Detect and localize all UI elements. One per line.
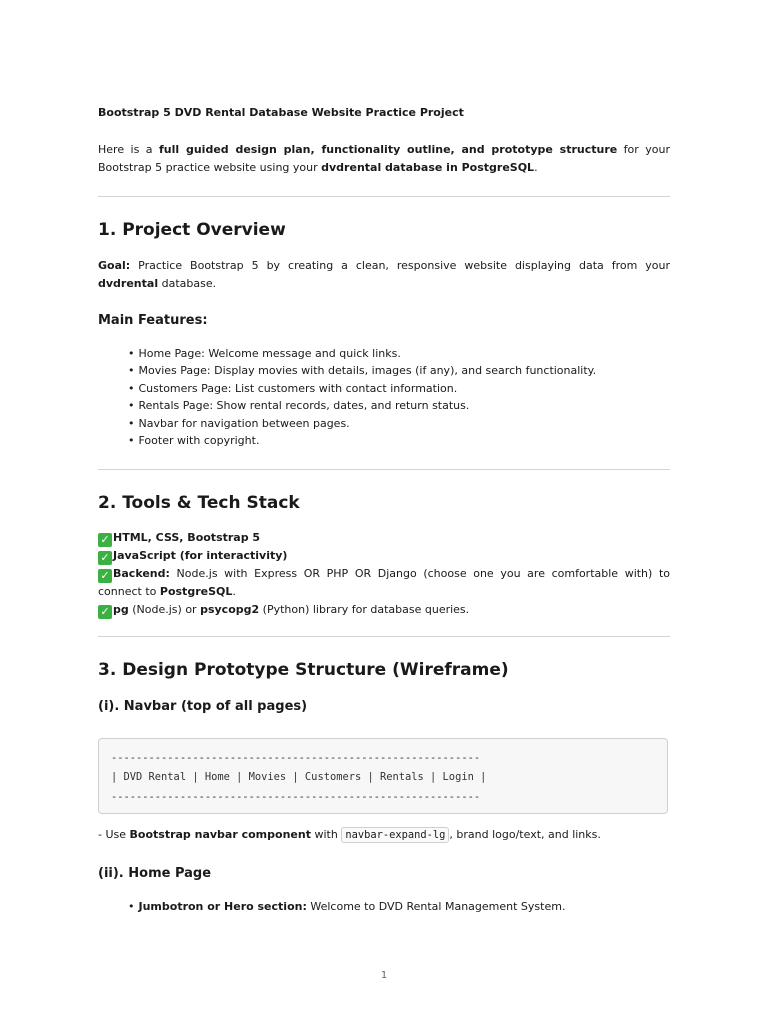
checkmark-icon: ✓	[98, 569, 112, 583]
list-item: • Jumbotron or Hero section: Welcome to DVD Rental Management System.	[128, 900, 566, 913]
section-heading-tools: 2. Tools & Tech Stack	[98, 493, 300, 513]
navbar-subheading: (i). Navbar (top of all pages)	[98, 699, 308, 714]
tech-stack-line: ✓ HTML, CSS, Bootstrap 5	[98, 529, 670, 547]
code-line: -----------------------------------------------------------	[111, 790, 481, 803]
section-heading-design: 3. Design Prototype Structure (Wireframe)	[98, 660, 509, 680]
checkmark-icon: ✓	[98, 551, 112, 565]
inline-code: navbar-expand-lg	[341, 827, 449, 843]
navbar-wireframe-code-block	[98, 738, 668, 814]
list-item: • Rentals Page: Show rental records, dates, and return status.	[128, 399, 470, 413]
tech-stack-block	[98, 529, 670, 619]
section-divider	[98, 636, 670, 637]
code-line: -----------------------------------------------------------	[111, 752, 481, 764]
home-page-subheading: (ii). Home Page	[98, 866, 212, 881]
list-item: • Home Page: Welcome message and quick links.	[128, 347, 401, 360]
page-number: 1	[380, 970, 388, 981]
main-features-heading: Main Features:	[98, 313, 208, 328]
checkmark-icon: ✓	[98, 533, 112, 547]
section-divider	[98, 196, 670, 197]
section-divider	[98, 469, 670, 470]
document-title: Bootstrap 5 DVD Rental Database Website Practice Project	[98, 106, 464, 119]
code-line: | DVD Rental | Home | Movies | Customers | Rentals | Login |	[111, 771, 487, 784]
tech-stack-line: ✓ pg (Node.js) or psycopg2 (Python) library for database queries.	[98, 601, 670, 619]
tech-stack-line: ✓ Backend: Node.js with Express OR PHP OR Django (choose one you are comfortable with) to connect to PostgreSQL.	[98, 567, 670, 598]
list-item: • Footer with copyright.	[128, 434, 260, 448]
goal-paragraph: Goal: Practice Bootstrap 5 by creating a clean, responsive website displaying data from your dvdrental database.	[98, 259, 670, 290]
checkmark-icon: ✓	[98, 605, 112, 619]
section-heading-overview: 1. Project Overview	[98, 220, 286, 240]
features-list	[128, 345, 596, 449]
intro-paragraph: Here is a full guided design plan, functionality outline, and prototype structure for your Bootstrap 5 practice website using your dvdrental database in PostgreSQL.	[98, 143, 671, 174]
tech-stack-line: ✓ JavaScript (for interactivity)	[98, 547, 670, 565]
list-item: • Customers Page: List customers with contact information.	[128, 381, 458, 395]
list-item: • Movies Page: Display movies with details, images (if any), and search functionality.	[128, 364, 597, 378]
list-item: • Navbar for navigation between pages.	[128, 416, 350, 430]
navbar-usage-note: - Use Bootstrap navbar component with navbar-expand-lg , brand logo/text, and links.	[98, 828, 601, 841]
